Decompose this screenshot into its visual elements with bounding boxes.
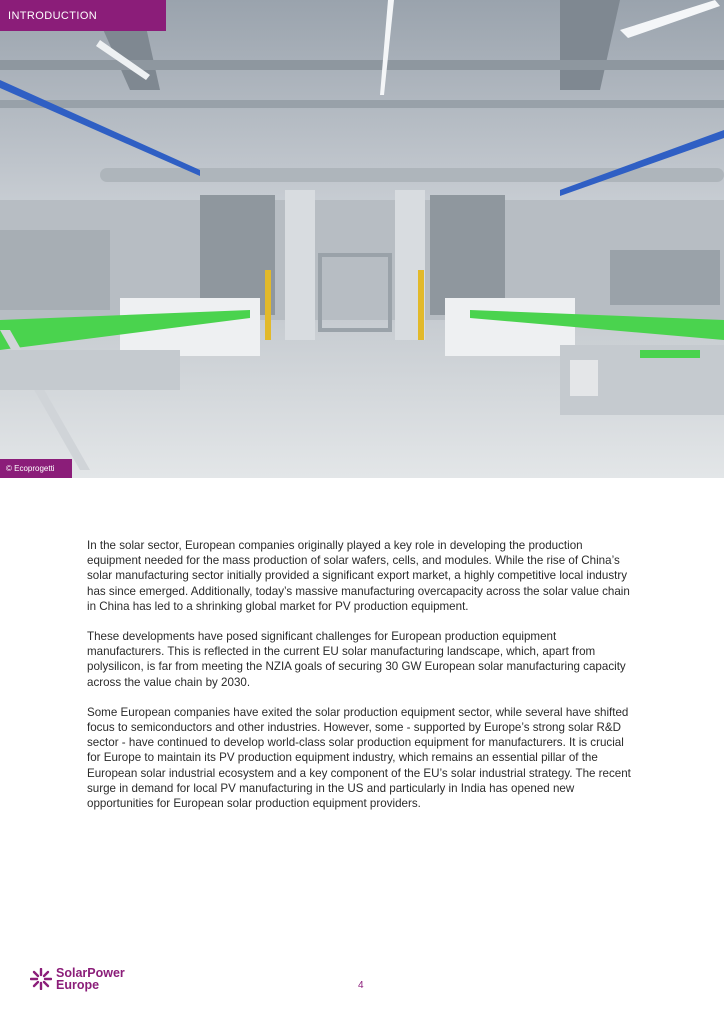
- photo-credit: © Ecoprogetti: [0, 459, 72, 478]
- solarpower-europe-logo: [30, 967, 125, 991]
- section-label: INTRODUCTION: [0, 0, 166, 31]
- page-number: 4: [358, 980, 364, 991]
- sun-burst-icon: [30, 968, 52, 990]
- logo-line-2: Europe: [56, 978, 100, 992]
- paragraph: These developments have posed significant challenges for European production equipment manufacturers. This is reflected in the current EU solar manufacturing landscape, which, apart from polysilicon, is far from meeting the NZIA goals of securing 30 GW European solar manufacturing capacity across the value chain by 2030.: [87, 630, 626, 689]
- paragraph: In the solar sector, European companies originally played a key role in developing the production equipment needed for the mass production of solar wafers, cells, and modules. While the rise of China’s solar manufacturing sector initially provided a significant export market, a highly competitive local industry has since emerged. Additionally, today’s massive manufacturing overcapacity across the solar value chain in China has led to a shrinking global market for PV production equipment.: [87, 539, 630, 613]
- factory-photo: [0, 0, 724, 478]
- logo-text: [56, 967, 125, 991]
- factory-floor-illustration: [0, 0, 724, 478]
- paragraph: Some European companies have exited the solar production equipment sector, while several have shifted focus to semiconductors and other industries. However, some - supported by Europe’s strong solar R&D sector - have continued to develop world-class solar production equipment for manufacturers. It is crucial for Europe to maintain its PV production equipment industry, which remains an essential pillar of the European solar industrial ecosystem and a key component of the EU’s solar industrial strategy. The recent surge in demand for local PV manufacturing in the US and particularly in India has opened new opportunities for European solar production equipment providers.: [87, 705, 631, 811]
- body-text: [87, 538, 635, 826]
- logo-line-1: SolarPower: [56, 966, 125, 980]
